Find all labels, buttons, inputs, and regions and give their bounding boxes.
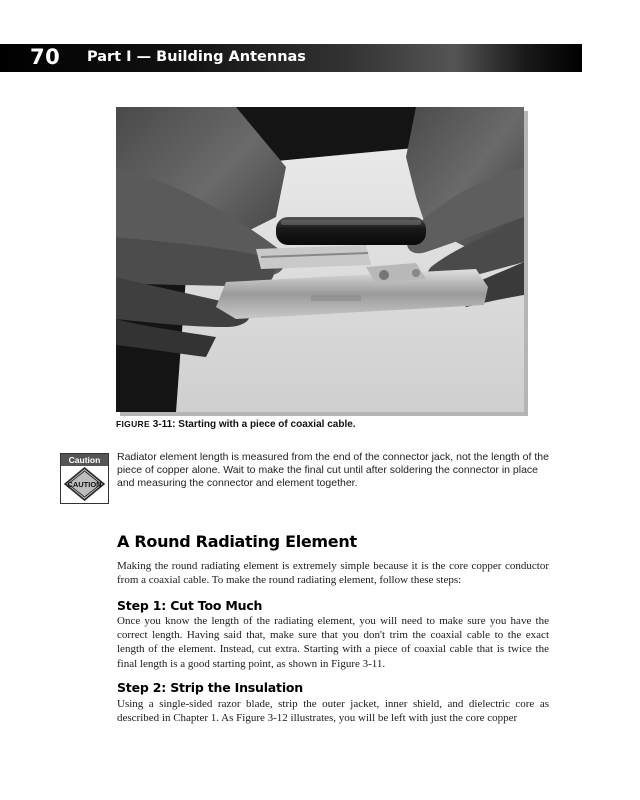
- step-1-heading: Step 1: Cut Too Much: [117, 598, 263, 613]
- step-2-heading: Step 2: Strip the Insulation: [117, 680, 303, 695]
- caution-icon-box: [60, 453, 109, 504]
- caution-text: Radiator element length is measured from the end of the connector jack, not the length of the piece of copper alone. Wait to make the final cut until after soldering the connector in place and measuring the connector and element together.: [117, 451, 549, 489]
- step-1-paragraph: Once you know the length of the radiating element, you will need to make sure you have the correct length. Having said that, make sure that you don't trim the coaxial cable to the exact length of the element. Instead, cut extra. Starting with a piece of coaxial cable that is twice the final length is a good starting point, as shown in Figure 3-11.: [117, 615, 549, 670]
- step-2-paragraph: Using a single-sided razor blade, strip the outer jacket, inner shield, and dielectric core as described in Chapter 1. As Figure 3-12 illustrates, you will be left with just the core copper: [117, 698, 549, 725]
- page-header: [0, 44, 582, 72]
- caution-tab-label: Caution: [61, 454, 108, 466]
- caution-diamond-icon: [64, 467, 105, 501]
- figure-caption-text: Starting with a piece of coaxial cable.: [178, 419, 356, 430]
- caution-sign-text: CAUTION: [67, 480, 102, 489]
- figure-label-prefix: FIGURE: [116, 419, 150, 429]
- page-number: 70: [30, 45, 61, 69]
- figure-label-number: 3-11:: [152, 419, 176, 430]
- section-heading: A Round Radiating Element: [117, 532, 357, 551]
- figure-photo: [116, 107, 524, 412]
- figure-caption: [116, 419, 356, 430]
- section-intro-paragraph: Making the round radiating element is extremely simple because it is the core copper conductor from a coaxial cable. To make the round radiating element, follow these steps:: [117, 560, 549, 587]
- running-head-title: Part I — Building Antennas: [87, 49, 306, 65]
- coax-cable-photo-illustration: [116, 107, 524, 412]
